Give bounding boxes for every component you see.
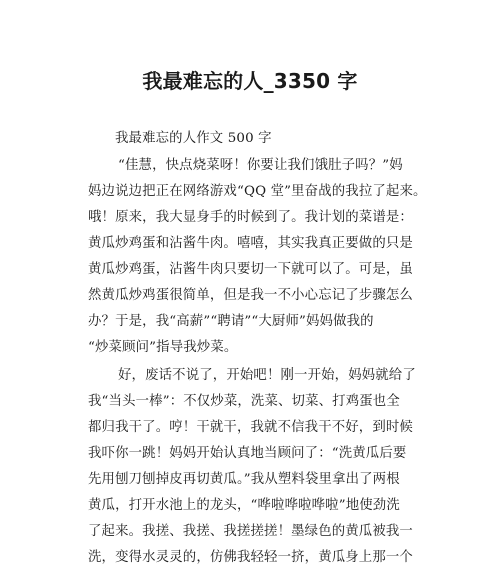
- body-line: 黄瓜炒鸡蛋和沾酱牛肉。嘻嘻，其实我真正要做的只是: [88, 236, 413, 251]
- body-line: 先用刨刀刨掉皮再切黄瓜。”我从塑料袋里拿出了两根: [88, 472, 400, 487]
- body-line: 我吓你一跳！妈妈开始认真地当顾问了：“洗黄瓜后要: [88, 446, 407, 461]
- body-line: 了起来。我搓、我搓、我搓搓搓！墨绿色的黄瓜被我一: [88, 524, 413, 539]
- body-line: 妈边说边把正在网络游戏“QQ 堂”里奋战的我拉了起来。: [88, 184, 427, 199]
- body-line: 我“当头一棒”：不仅炒菜，洗菜、切菜、打鸡蛋也全: [88, 394, 400, 409]
- body-line: 然黄瓜炒鸡蛋很简单，但是我一不小心忘记了步骤怎么: [88, 288, 413, 303]
- body-line: 哦！原来，我大显身手的时候到了。我计划的菜谱是：: [88, 210, 413, 225]
- body-line: 我最难忘的人作文 500 字: [115, 131, 272, 146]
- body-line: 都归我干了。哼！干就干，我就不信我干不好，到时候: [88, 420, 413, 435]
- body-line: “炒菜顾问”指导我炒菜。: [88, 340, 238, 355]
- body-line: 黄瓜，打开水池上的龙头，“哗啦哗啦哗啦”地使劲洗: [88, 498, 400, 513]
- body-line: 好，废话不说了，开始吧！刚一开始，妈妈就给了: [118, 368, 416, 383]
- body-line: 黄瓜炒鸡蛋，沾酱牛肉只要切一下就可以了。可是，虽: [88, 262, 413, 277]
- body-line: “佳慧，快点烧菜呀！你要让我们饿肚子吗？”妈: [118, 158, 403, 173]
- document-title: 我最难忘的人_3350 字: [142, 69, 358, 93]
- body-line: 办？于是，我“高薪”“聘请”“大厨师”妈妈做我的: [88, 314, 374, 329]
- body-line: 洗，变得水灵灵的，仿佛我轻轻一挤，黄瓜身上那一个: [88, 550, 413, 565]
